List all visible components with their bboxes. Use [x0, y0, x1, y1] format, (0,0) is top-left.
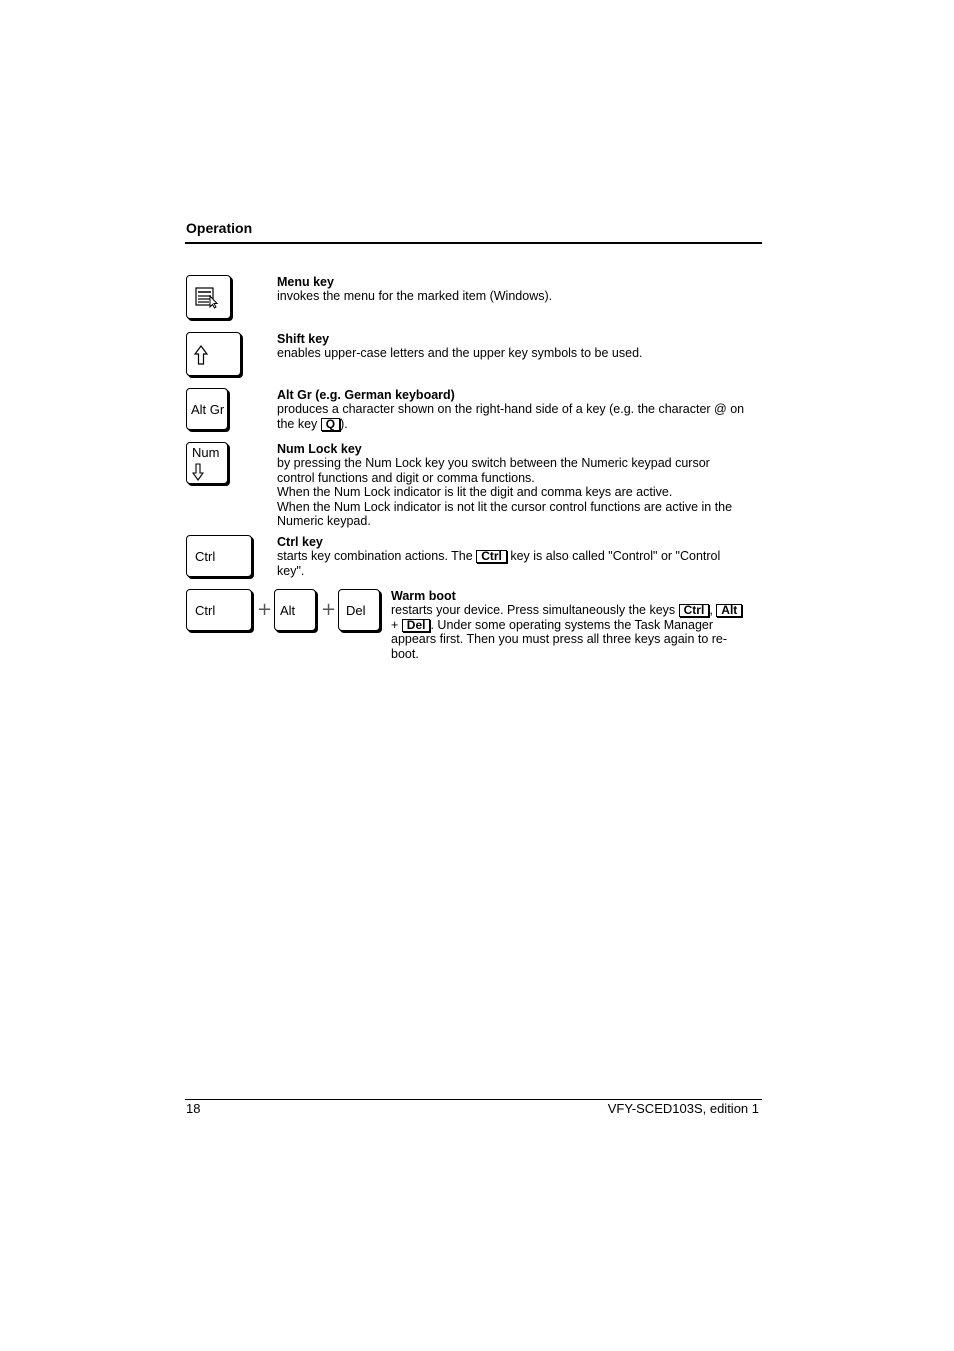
warmboot-text-line-2	[391, 618, 742, 632]
warmboot-ctrl-key	[186, 589, 252, 631]
shift-key	[186, 332, 241, 376]
altgr-key-text-line-1: produces a character shown on the right-hand side of a key (e.g. the character @ on	[277, 402, 745, 417]
altgr-text-prefix: the key	[277, 416, 318, 431]
inline-key-q: Q	[321, 418, 340, 431]
numlock-text-line-2: control functions and digit or comma functions.	[277, 470, 535, 485]
numlock-text-line-3: When the Num Lock indicator is lit the digit and comma keys are active.	[277, 485, 673, 500]
warmboot-del-key-label: Del	[346, 603, 366, 618]
ctrl-text-suffix: key is also called "Control" or "Control	[510, 549, 721, 564]
warmboot-del-key	[338, 589, 380, 631]
numlock-text-line-4: When the Num Lock indicator is not lit the cursor control functions are active in the	[277, 499, 733, 514]
shift-key-title: Shift key	[277, 332, 330, 346]
plus-sign-2: +	[321, 599, 337, 620]
header-rule	[185, 242, 762, 244]
warmboot-alt-key-label: Alt	[280, 603, 296, 618]
altgr-key-description	[277, 388, 744, 431]
menu-key-title: Menu key	[277, 275, 334, 289]
altgr-key-label: Alt Gr	[191, 402, 225, 417]
numlock-key-label: Num	[192, 445, 220, 460]
altgr-key-text-line-2	[277, 417, 744, 431]
ctrl-key-text-line-2: key".	[277, 563, 305, 578]
plus-sign-1: +	[257, 599, 273, 620]
warmboot-plus-text: +	[391, 617, 399, 632]
altgr-key-title: Alt Gr (e.g. German keyboard)	[277, 388, 455, 402]
numlock-text-line-1: by pressing the Num Lock key you switch between the Numeric keypad cursor	[277, 456, 710, 471]
inline-key-alt: Alt	[716, 604, 742, 617]
menu-key-description	[277, 275, 552, 304]
footer-page-number: 18	[186, 1101, 201, 1116]
ctrl-key-label: Ctrl	[195, 549, 216, 564]
menu-key-icon	[195, 287, 219, 309]
warmboot-text-line-3: appears first. Then you must press all three keys again to re-	[391, 632, 728, 647]
shift-key-text: enables upper-case letters and the upper key symbols to be used.	[277, 346, 643, 361]
warmboot-text-line-2-suffix: . Under some operating systems the Task Manager	[430, 617, 714, 632]
shift-key-description	[277, 332, 643, 361]
warmboot-title: Warm boot	[391, 589, 456, 603]
menu-key	[186, 275, 231, 319]
warmboot-alt-key	[274, 589, 316, 631]
numlock-key-title: Num Lock key	[277, 442, 362, 456]
ctrl-text-prefix: starts key combination actions. The	[277, 549, 473, 564]
page-header-title: Operation	[186, 220, 253, 236]
warmboot-ctrl-key-label: Ctrl	[195, 603, 216, 618]
inline-key-ctrl-warmboot: Ctrl	[679, 604, 710, 617]
altgr-key	[186, 388, 228, 430]
ctrl-key-description	[277, 535, 720, 578]
warmboot-text-line-4: boot.	[391, 646, 419, 661]
numlock-key	[186, 442, 228, 484]
inline-key-ctrl: Ctrl	[476, 550, 507, 563]
inline-key-del: Del	[402, 619, 431, 632]
numlock-key-description	[277, 442, 732, 528]
warmboot-description	[391, 589, 742, 661]
altgr-text-suffix: ).	[340, 416, 348, 431]
footer-edition: VFY-SCED103S, edition 1	[607, 1101, 759, 1116]
menu-key-text: invokes the menu for the marked item (Windows).	[277, 289, 553, 304]
numlock-text-line-5: Numeric keypad.	[277, 514, 371, 529]
shift-arrow-up-icon	[194, 345, 208, 365]
warmboot-comma: ,	[709, 603, 713, 618]
ctrl-key-title: Ctrl key	[277, 535, 323, 549]
ctrl-key	[186, 535, 252, 577]
footer-rule	[185, 1099, 762, 1100]
warmboot-text-prefix: restarts your device. Press simultaneously the keys	[391, 603, 676, 618]
warmboot-text-line-1	[391, 603, 742, 617]
ctrl-key-text-line-1	[277, 549, 720, 563]
arrow-down-icon	[192, 463, 204, 481]
